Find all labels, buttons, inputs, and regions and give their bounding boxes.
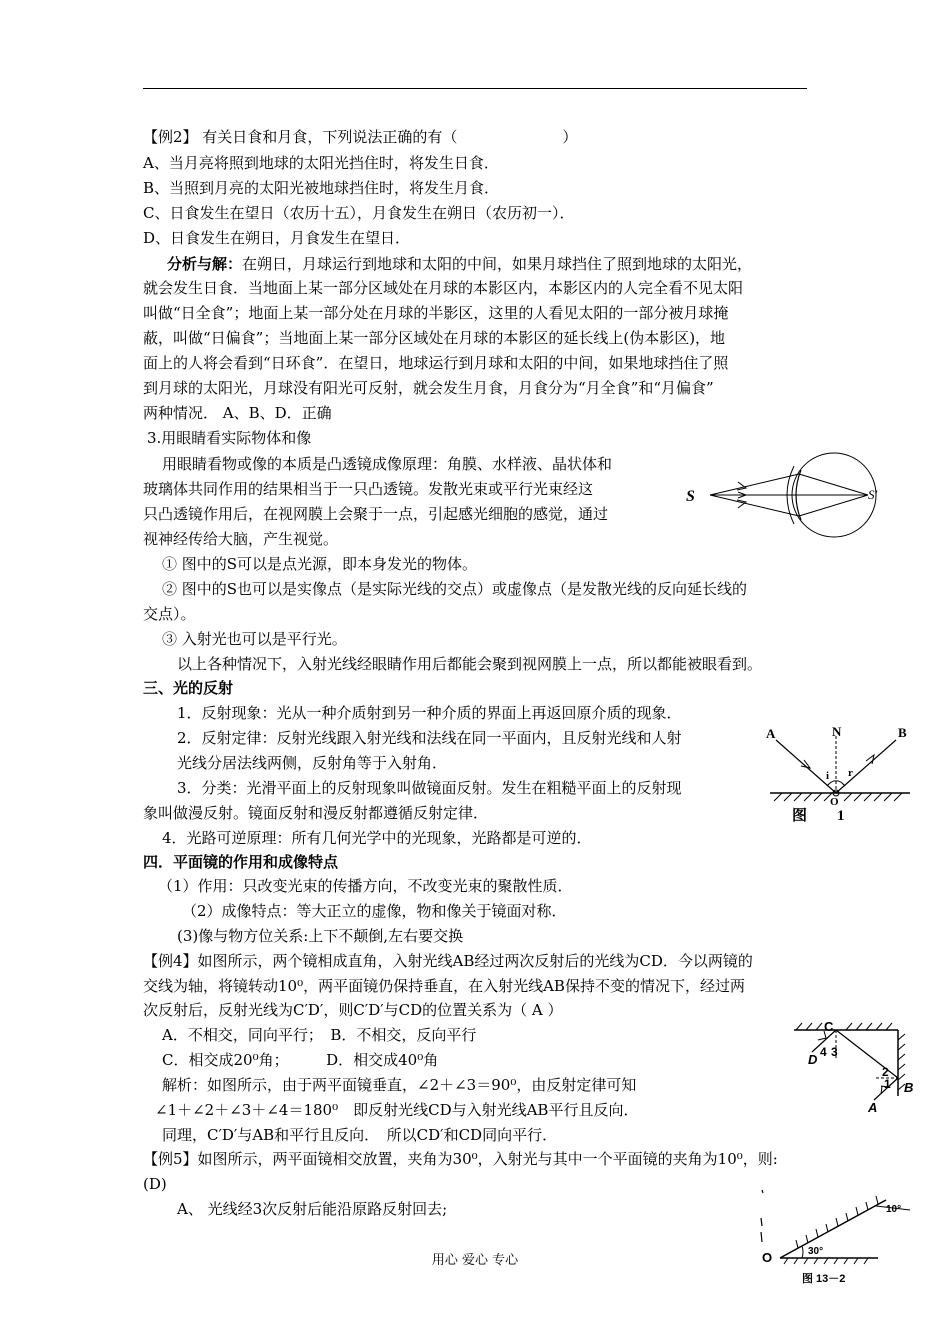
label-i: i [826,770,830,782]
reflected-ray [836,740,896,793]
example4-line-3: 次反射后，反射光线为C′D′，则C′D′与CD的位置关系为（ A ） [143,1001,563,1019]
example2-option-b: B、当照到月亮的太阳光被地球挡住时，将发生月食． [143,179,500,197]
eye-diagram [682,452,892,542]
ray-line [799,474,868,495]
figure-caption: 图 1 [792,808,845,824]
eye-text-line: 只凸透镜作用后，在视网膜上会聚于一点，引起感光细胞的感觉，通过 [143,505,609,523]
eye-summary: 以上各种情况下，入射光线经眼睛作用后都能会聚到视网膜上一点，所以都能被眼看到。 [177,655,763,673]
section4-item-3: (3)像与物方位关系:上下不颠倒,左右要交换 [177,927,464,945]
incident-ray [776,740,836,793]
example2-analysis-line: 就会发生日食．当地面上某一部分区域处在月球的本影区内，本影区内的人完全看不见太阳 [143,279,744,297]
eye-point-3: ③ 入射光也可以是平行光。 [162,630,347,648]
example2-title: 【例2】 有关日食和月食，下列说法正确的有（ ） [143,128,578,146]
label-3: 3 [831,1045,838,1059]
eye-text-line: 用眼睛看物或像的本质是凸透镜成像原理：角膜、水样液、晶状体和 [162,455,613,473]
example5-line-2: (D) [143,1175,167,1193]
example5-option-a: A、 光线经3次反射后能沿原路反射回去; [177,1200,448,1218]
label-c: C [824,1020,834,1034]
label-1: 1 [884,1077,891,1091]
angled-mirrors-diagram [758,1188,918,1296]
example2-analysis-line: 面上的人将会看到“日环食”．在望日，地球运行到月球和太阳的中间，如果地球挡住了照 [143,354,729,372]
angle-label-10: 10° [886,1204,902,1215]
eye-point-1: ① 图中的S可以是点光源，即本身发光的物体。 [162,555,478,573]
header-rule [143,88,807,89]
reflection-diagram [760,724,920,828]
analysis-text: 在朔日，月球运行到地球和太阳的中间，如果月球挡住了照到地球的太阳光， [242,255,753,273]
eye-heading: 3.用眼睛看实际物体和像 [147,429,312,447]
section4-item-2: （2）成像特点：等大正立的虚像，物和像关于镜面对称． [182,902,567,920]
page-footer: 用心 爱心 专心 [431,1253,519,1268]
example4-solution-1: 解析：如图所示，由于两平面镜垂直，∠2＋∠3＝90⁰，由反射定律可知 [162,1076,637,1094]
label-b: B [904,1080,914,1095]
label-d: D [808,1052,818,1067]
example4-options-ab: A．不相交，同向平行； B．不相交，反向平行 [162,1026,477,1044]
label-a: A [766,726,776,741]
section3-item-3: 3．分类：光滑平面上的反射现象叫做镜面反射。发生在粗糙平面上的反射现 [177,779,682,797]
example4-line-1: 【例4】如图所示，两个镜相成直角，入射光线AB经过两次反射后的光线为CD．今以两镜的 [143,952,753,970]
figure-caption: 图 13－2 [802,1273,846,1285]
eye-point-2: ② 图中的S也可以是实像点（是实际光线的交点）或虚像点（是发散光线的反向延长线的 [162,580,748,598]
two-mirrors-diagram [790,1020,930,1120]
label-n: N [832,724,842,739]
example2-option-d: D、日食发生在朔日，月食发生在望日． [143,229,411,247]
label-2: 2 [882,1065,889,1079]
example2-analysis-line: 两种情况． A、B、D．正确 [143,404,332,422]
ray-line [710,474,799,495]
ray-bc [836,1030,898,1078]
example2-analysis-line: 蔽，叫做“日偏食”；当地面上某一部分区域处在月球的本影区的延长线上(伪本影区)，地 [143,329,726,347]
example5-line-1: 【例5】如图所示，两平面镜相交放置，夹角为30⁰，入射光与其中一个平面镜的夹角为10⁰，则: [143,1150,778,1168]
example4-line-2: 交线为轴，将镜转动10⁰，两平面镜仍保持垂直，在入射光线AB保持不变的情况下，经过两 [143,977,745,995]
label-b: B [898,725,907,740]
ray-line [799,495,868,516]
section3-item-1: 1．反射现象：光从一种介质射到另一种介质的界面上再返回原介质的现象． [177,704,682,722]
ray-line [710,495,799,516]
example2-option-c: C、日食发生在望日（农历十五），月食发生在朔日（农历初一）． [143,204,575,222]
example2-option-a: A、当月亮将照到地球的太阳光挡住时，将发生日食． [143,154,499,172]
margin-marks [761,1190,763,1242]
example4-solution-3: 同理，C′D′与AB和平行且反向． 所以CD′和CD同向平行． [162,1126,558,1144]
label-o: O [762,1250,773,1265]
example2-analysis-line: 叫做“日全食”；地面上某一部分处在月球的半影区，这里的人看见太阳的一部分被月球掩 [143,304,729,322]
example4-options-cd: C．相交成20⁰角； D．相交成40⁰角 [162,1051,439,1069]
label-4: 4 [820,1045,827,1059]
eye-text-line: 视神经传给大脑，产生视觉。 [143,530,339,548]
example2-analysis-first [167,254,752,274]
section4-item-1: （1）作用：只改变光束的传播方向，不改变光束的聚散性质． [158,877,573,895]
example4-solution-2: ∠1＋∠2＋∠3＋∠4＝180⁰ 即反射光线CD与入射光线AB平行且反向． [155,1101,639,1119]
label-r: r [848,767,853,779]
label-a: A [868,1100,878,1115]
angle-label-30: 30° [808,1246,824,1257]
section3-item-3-cont: 象叫做漫反射。镜面反射和漫反射都遵循反射定律． [143,804,489,822]
eye-text-line: 玻璃体共同作用的结果相当于一只凸透镜。发散光束或平行光束经这 [143,480,594,498]
section3-item-4: 4．光路可逆原理：所有几何光学中的光现象，光路都是可逆的． [162,829,592,847]
label-o: O [830,796,839,808]
eye-point-2-cont: 交点）。 [143,605,196,623]
section3-item-2: 2．反射定律：反射光线跟入射光线和法线在同一平面内，且反射光线和人射 [177,729,682,747]
image-label: S′ [868,487,878,502]
analysis-label: 分析与解： [167,255,243,273]
source-label: S [686,488,695,505]
section3-item-2-cont: 光线分居法线两侧，反射角等于入射角． [177,754,448,772]
example2-analysis-line: 到月球的太阳光，月球没有阳光可反射，就会发生月食，月食分为“月全食”和“月偏食” [143,379,714,397]
section4-heading: 四．平面镜的作用和成像特点 [143,853,339,871]
section3-heading: 三、光的反射 [143,679,234,697]
